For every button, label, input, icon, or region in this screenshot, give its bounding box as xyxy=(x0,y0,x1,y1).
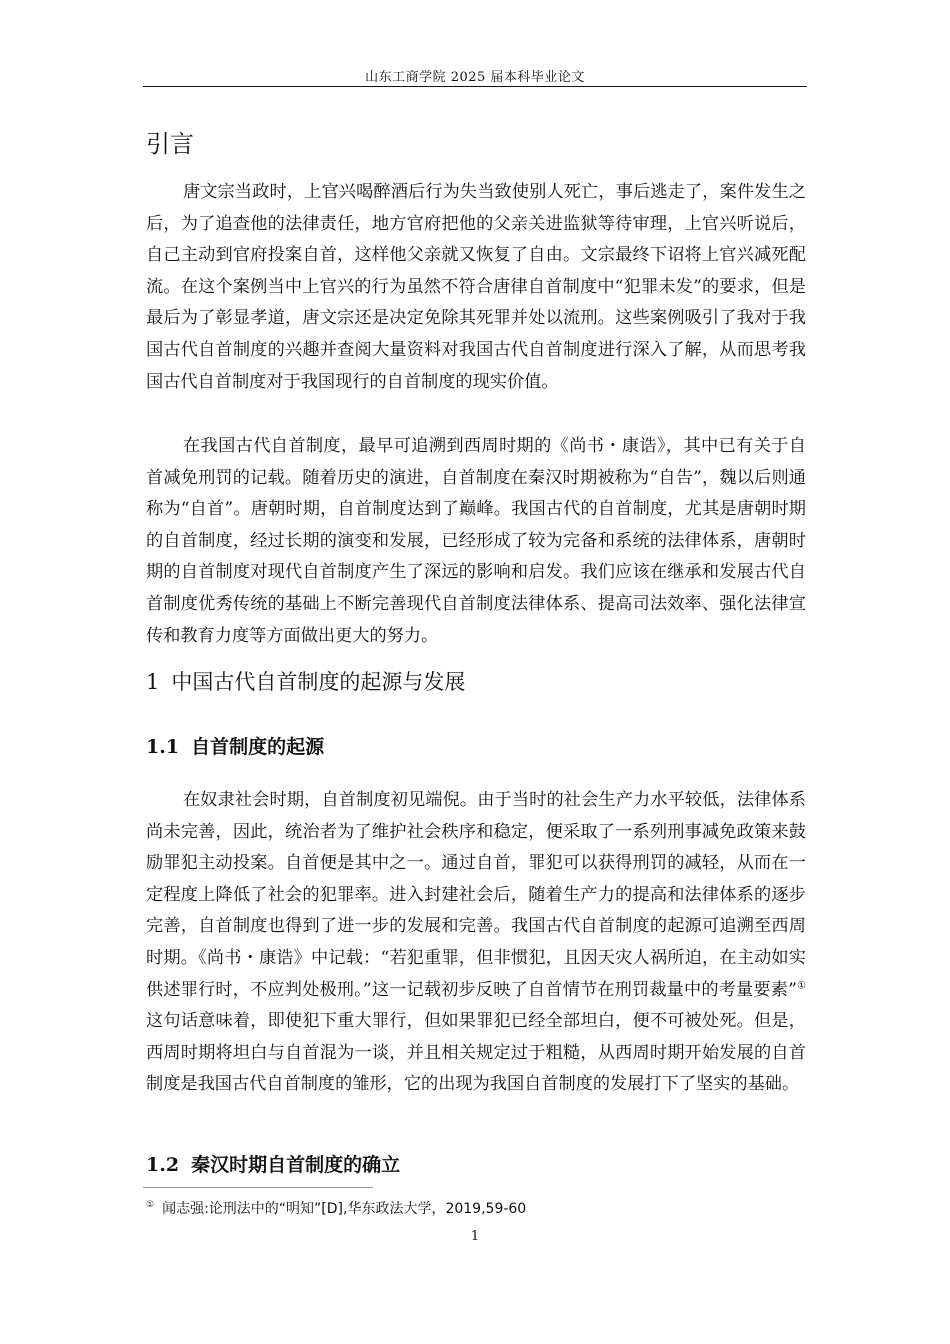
page-number: 1 xyxy=(470,1229,480,1244)
footnote-mark: ① xyxy=(146,1200,155,1211)
intro-paragraph-2: 在我国古代自首制度，最早可追溯到西周时期的《尚书・康诰》，其中已有关于自首减免刑罚的记载。随着历史的演进，自首制度在秦汉时期被称为“自告”，魏以后则通称为“自首”。唐朝时期，自首制度达到了巅峰。我国古代的自首制度，尤其是唐朝时期的自首制度，经过长期的演变和发展，已经形成了较为完备和系统的法律体系，唐朝时期的自首制度对现代自首制度产生了深远的影响和启发。我们应该在继承和发展古代自首制度优秀传统的基础上不断完善现代自首制度法律体系、提高司法效率、强化法律宣传和教育力度等方面做出更大的努力。 xyxy=(146,436,806,646)
paragraph-text-continued: 这句话意味着，即使犯下重大罪行，但如果罪犯已经全部坦白，便不可被处死。但是，西周时期将坦白与自首混为一谈，并且相关规定过于粗糙，从西周时期开始发展的自首制度是我国古代自首制度的雏形，它的出现为我国自首制度的发展打下了坚实的基础。 xyxy=(146,1011,806,1095)
chapter-1-heading xyxy=(146,666,465,696)
chapter-number: 1 xyxy=(146,670,160,694)
footnote-divider xyxy=(143,1187,373,1188)
section-title: 秦汉时期自首制度的确立 xyxy=(191,1154,401,1176)
header-divider xyxy=(143,86,807,87)
intro-heading: 引言 xyxy=(146,130,194,158)
section-number: 1.2 xyxy=(146,1154,180,1176)
section-title: 自首制度的起源 xyxy=(191,736,325,758)
section-1-1-paragraph xyxy=(146,785,806,1101)
section-number: 1.1 xyxy=(146,736,180,758)
paragraph-text: 在奴隶社会时期，自首制度初见端倪。由于当时的社会生产力水平较低，法律体系尚未完善，因此，统治者为了维护社会秩序和稳定，便采取了一系列刑事减免政策来鼓励罪犯主动投案。自首便是其中之一。通过自首，罪犯可以获得刑罚的减轻，从而在一定程度上降低了社会的犯罪率。进入封建社会后，随着生产力的提高和法律体系的逐步完善，自首制度也得到了进一步的发展和完善。我国古代自首制度的起源可追溯至西周时期。《尚书・康诰》中记载：“若犯重罪，但非惯犯，且因天灾人祸所迫，在主动如实供述罪行时，不应判处极刑。”这一记载初步反映了自首情节在刑罚裁量中的考量要素” xyxy=(146,790,806,1000)
footnote xyxy=(146,1198,526,1218)
intro-paragraph-1: 唐文宗当政时，上官兴喝醉酒后行为失当致使别人死亡，事后逃走了，案件发生之后，为了追查他的法律责任，地方官府把他的父亲关进监狱等待审理，上官兴听说后，自己主动到官府投案自首，这样他父亲就又恢复了自由。文宗最终下诏将上官兴减死配流。在这个案例当中上官兴的行为虽然不符合唐律自首制度中“犯罪未发”的要求，但是最后为了彰显孝道，唐文宗还是决定免除其死罪并处以流刑。这些案例吸引了我对于我国古代自首制度的兴趣并查阅大量资料对我国古代自首制度进行深入了解，从而思考我国古代自首制度对于我国现行的自首制度的现实价值。 xyxy=(146,182,806,392)
footnote-text: 闻志强:论刑法中的“明知”[D],华东政法大学，2019,59-60 xyxy=(162,1201,527,1217)
footnote-reference[interactable]: ① xyxy=(796,979,806,991)
section-1-2-heading xyxy=(146,1150,400,1177)
chapter-title: 中国古代自首制度的起源与发展 xyxy=(171,670,466,694)
page-header-title: 山东工商学院 2025 届本科毕业论文 xyxy=(365,70,585,85)
section-1-1-heading xyxy=(146,732,324,759)
